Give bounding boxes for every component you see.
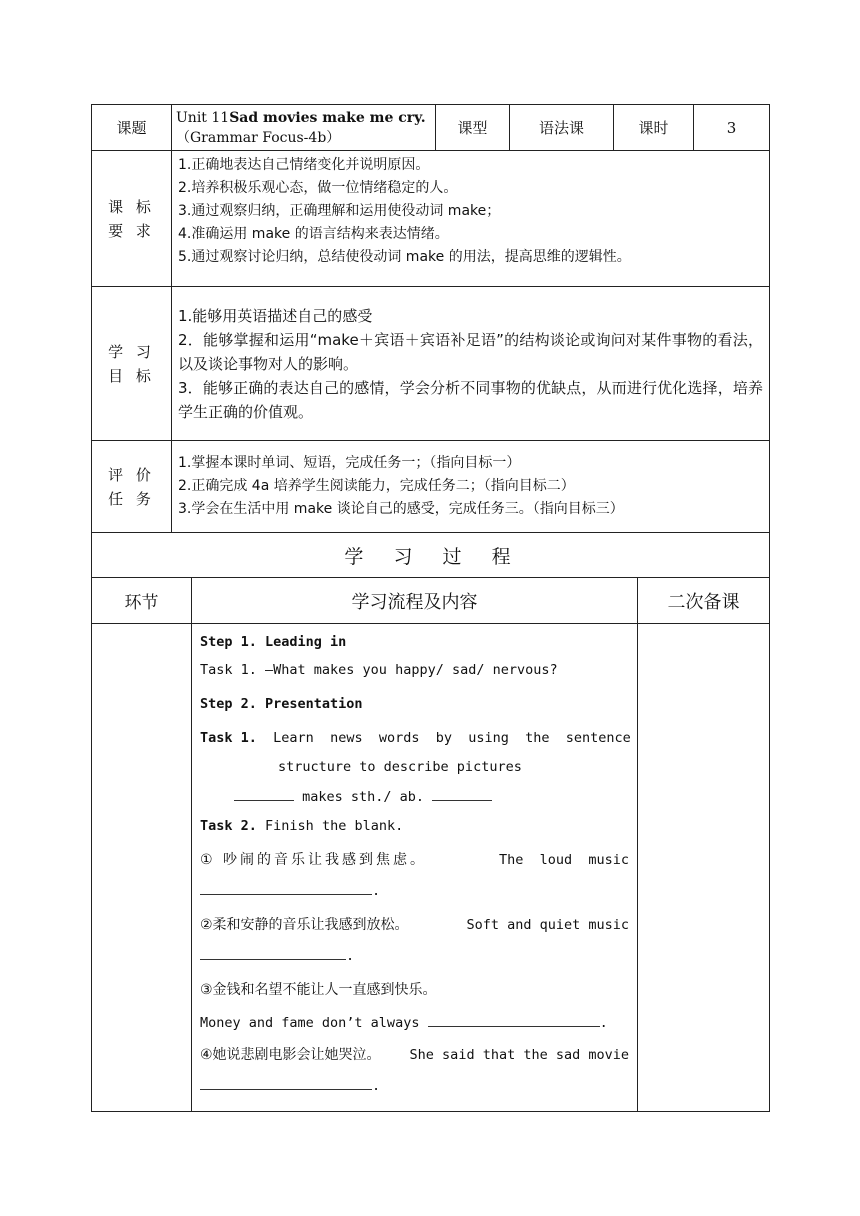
objectives-list xyxy=(172,287,770,441)
exercise-2-answer xyxy=(200,945,629,966)
exercise-1-cn: ① 吵闹的音乐让我感到焦虑。 xyxy=(200,852,428,868)
task-1-desc xyxy=(200,728,629,748)
period: . xyxy=(372,1078,381,1094)
objectives-label xyxy=(92,287,172,441)
stage-cell xyxy=(92,624,192,1112)
task-2-label: Task 2. xyxy=(200,818,257,834)
period: . xyxy=(372,883,381,899)
learning-process-table xyxy=(91,532,770,1112)
exercise-2-en: Soft and quiet music xyxy=(466,917,629,933)
standard-item: 4.准确运用 make 的语言结构来表达情绪。 xyxy=(178,226,449,242)
exercise-4-en: She said that the sad movie xyxy=(409,1047,629,1063)
exercise-1-blank[interactable] xyxy=(200,880,372,895)
standard-item: 3.通过观察归纳，正确理解和运用使役动词 make； xyxy=(178,203,501,219)
col-stage: 环节 xyxy=(92,578,192,624)
step-2: Step 2. Presentation xyxy=(200,696,363,712)
standards-label-top: 课 标 xyxy=(108,197,155,216)
evaluation-item: 2.正确完成 4a 培养学生阅读能力，完成任务二；（指向目标二） xyxy=(178,478,575,494)
task-1-text-a: Learn news words by using the sentence xyxy=(273,730,631,746)
standard-item: 5.通过观察讨论归纳，总结使役动词 make 的用法，提高思维的逻辑性。 xyxy=(178,249,631,265)
period: . xyxy=(599,1015,608,1031)
col-content: 学习流程及内容 xyxy=(192,578,638,624)
evaluation-item: 3.学会在生活中用 make 谈论自己的感受，完成任务三。（指向目标三） xyxy=(178,501,624,517)
exercise-4-answer xyxy=(200,1075,629,1096)
objectives-label-bottom: 目 标 xyxy=(108,366,155,385)
objectives-label-top: 学 习 xyxy=(108,342,155,361)
standards-label xyxy=(92,151,172,287)
standard-item: 1.正确地表达自己情绪变化并说明原因。 xyxy=(178,157,430,173)
pattern-blank-2[interactable] xyxy=(432,786,492,801)
exercise-1-en: The loud music xyxy=(498,852,629,868)
evaluation-list xyxy=(172,441,770,533)
type-label: 课型 xyxy=(436,105,510,151)
lesson-info-table xyxy=(91,104,770,533)
pattern-text: makes sth./ ab. xyxy=(294,789,433,805)
topic-title: Sad movies make me cry. xyxy=(229,109,426,126)
task-1-question: Task 1. —What makes you happy/ sad/ nervous? xyxy=(200,662,558,678)
exercise-2-blank[interactable] xyxy=(200,945,346,960)
process-content xyxy=(192,624,638,1112)
period-label: 课时 xyxy=(614,105,694,151)
pattern-line xyxy=(200,786,629,807)
period-value: 3 xyxy=(694,105,770,151)
exercise-3 xyxy=(200,1012,629,1033)
standard-item: 2.培养积极乐观心态，做一位情绪稳定的人。 xyxy=(178,180,458,196)
task-1-label: Task 1. xyxy=(200,730,257,746)
task-2-text: Finish the blank. xyxy=(265,818,404,834)
exercise-2 xyxy=(200,915,629,935)
topic-subtitle: （Grammar Focus-4b） xyxy=(176,129,341,146)
process-title: 学 习 过 程 xyxy=(92,533,770,578)
step-1: Step 1. Leading in xyxy=(200,634,347,650)
standards-list xyxy=(172,151,770,287)
objective-item: 2．能够掌握和运用“make＋宾语＋宾语补足语”的结构谈论或询问对某件事物的看法，以及谈论事物对人的影响。 xyxy=(178,330,763,373)
standards-label-bottom: 要 求 xyxy=(108,221,155,240)
evaluation-label-top: 评 价 xyxy=(108,465,155,484)
prep-cell[interactable] xyxy=(638,624,770,1112)
objective-item: 3．能够正确的表达自己的感情，学会分析不同事物的优缺点，从而进行优化选择，培养学生正确的价值观。 xyxy=(178,378,763,421)
exercise-3-blank[interactable] xyxy=(428,1012,600,1027)
topic-unit: Unit 11 xyxy=(176,109,230,126)
topic-value xyxy=(172,105,436,151)
exercise-4-cn: ④她说悲剧电影会让她哭泣。 xyxy=(200,1047,381,1063)
exercise-2-cn: ②柔和安静的音乐让我感到放松。 xyxy=(200,917,409,933)
type-value: 语法课 xyxy=(510,105,614,151)
evaluation-item: 1.掌握本课时单词、短语，完成任务一；（指向目标一） xyxy=(178,455,521,471)
exercise-3-cn-text: ③金钱和名望不能让人一直感到快乐。 xyxy=(200,982,437,998)
evaluation-label-bottom: 任 务 xyxy=(108,489,155,508)
exercise-1 xyxy=(200,850,629,870)
task-1-text-b: structure to describe pictures xyxy=(278,759,522,775)
col-prep: 二次备课 xyxy=(638,578,770,624)
exercise-3-cn xyxy=(200,980,629,1000)
evaluation-label xyxy=(92,441,172,533)
period: . xyxy=(346,948,355,964)
objective-item: 1.能够用英语描述自己的感受 xyxy=(178,306,373,325)
task-2-desc xyxy=(200,816,629,836)
exercise-4-blank[interactable] xyxy=(200,1075,372,1090)
topic-label: 课题 xyxy=(92,105,172,151)
pattern-blank-1[interactable] xyxy=(234,786,294,801)
exercise-4 xyxy=(200,1045,629,1065)
exercise-3-en: Money and fame don’t always xyxy=(200,1015,428,1031)
exercise-1-answer xyxy=(200,880,629,901)
